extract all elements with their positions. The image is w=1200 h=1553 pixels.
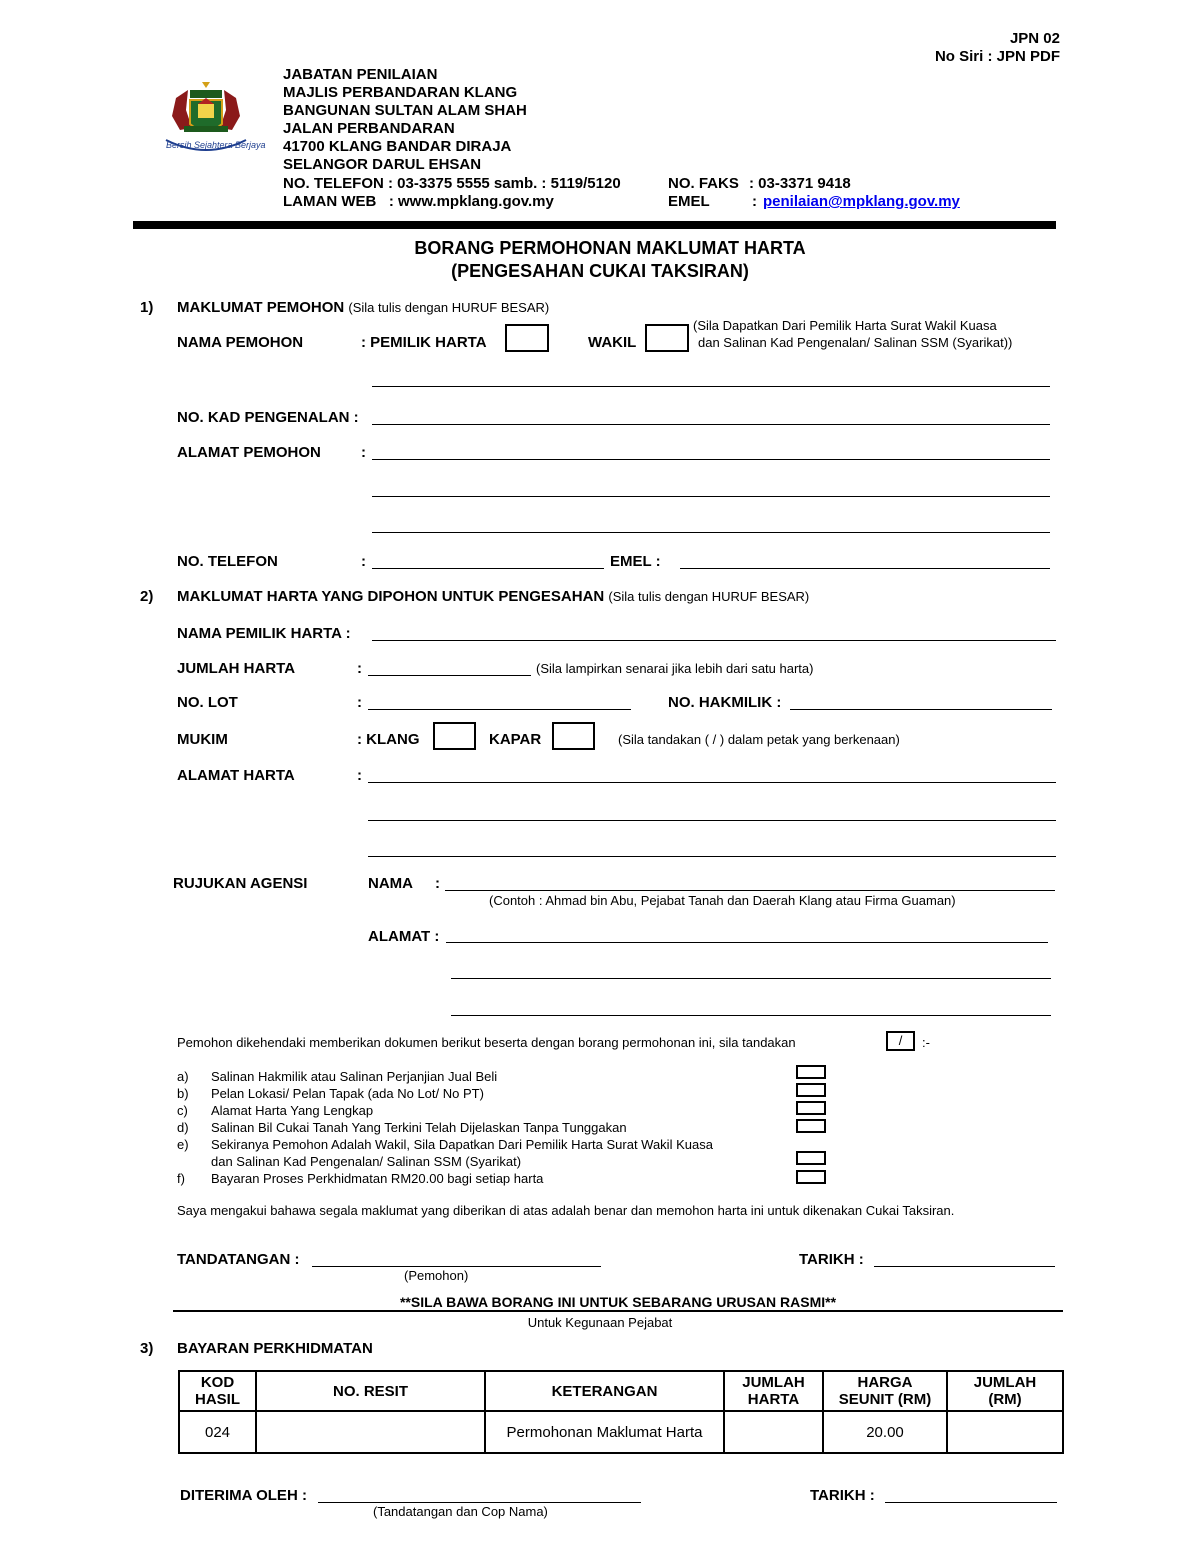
doc-a-checkbox[interactable] xyxy=(796,1065,826,1079)
jumlah-harta-label: JUMLAH HARTA xyxy=(177,660,296,677)
tandatangan-field[interactable] xyxy=(312,1266,601,1267)
pemohon-caption: (Pemohon) xyxy=(404,1268,469,1283)
documents-list xyxy=(177,1068,713,1187)
section1-title: MAKLUMAT PEMOHON xyxy=(177,299,345,316)
email-label: EMEL xyxy=(668,193,710,210)
office-use-caption: Untuk Kegunaan Pejabat xyxy=(527,1315,673,1330)
section2-title: MAKLUMAT HARTA YANG DIPOHON UNTUK PENGESAHAN xyxy=(177,588,605,605)
header-divider xyxy=(133,221,1056,229)
doc-f-checkbox[interactable] xyxy=(796,1170,826,1184)
klang-checkbox[interactable] xyxy=(433,722,476,750)
wakil-label: WAKIL xyxy=(588,334,637,351)
doc-e-checkbox[interactable] xyxy=(796,1151,826,1165)
telefon-field[interactable] xyxy=(372,568,604,569)
tarikh-field[interactable] xyxy=(874,1266,1055,1267)
alamat-pemohon-field-3[interactable] xyxy=(372,532,1050,533)
form-code: JPN 02 xyxy=(1009,30,1060,47)
pemilik-harta-checkbox[interactable] xyxy=(505,324,549,352)
jumlah-note: (Sila lampirkan senarai jika lebih dari satu harta) xyxy=(536,661,814,676)
col-harga-seunit: HARGA SEUNIT (RM) xyxy=(823,1371,947,1411)
section2-note: (Sila tulis dengan HURUF BESAR) xyxy=(608,589,810,604)
alamat-harta-field-1[interactable] xyxy=(368,782,1056,783)
telefon-label: NO. TELEFON xyxy=(177,553,278,570)
phone-number: NO. TELEFON : 03-3375 5555 samb. : 5119/5120 xyxy=(283,175,621,192)
document-item: f) Bayaran Proses Perkhidmatan RM20.00 bagi setiap harta xyxy=(177,1171,544,1186)
diterima-label: DITERIMA OLEH : xyxy=(180,1487,307,1504)
footer-tarikh-field[interactable] xyxy=(885,1502,1057,1503)
document-item: e) Sekiranya Pemohon Adalah Wakil, Sila Dapatkan Dari Pemilik Harta Surat Wakil Kuasa xyxy=(177,1137,713,1152)
form-subtitle: (PENGESAHAN CUKAI TAKSIRAN) xyxy=(451,261,749,281)
contoh-note: (Contoh : Ahmad bin Abu, Pejabat Tanah dan Daerah Klang atau Firma Guaman) xyxy=(489,893,956,908)
diterima-field[interactable] xyxy=(318,1502,641,1503)
agensi-nama-colon: : xyxy=(435,875,440,892)
pemilik-harta-label: : PEMILIK HARTA xyxy=(361,334,487,351)
section2-heading xyxy=(177,588,809,605)
table-row xyxy=(179,1411,1063,1453)
pemilik-field[interactable] xyxy=(372,640,1056,641)
wakil-checkbox[interactable] xyxy=(645,324,689,352)
doc-d-checkbox[interactable] xyxy=(796,1119,826,1133)
tick-sample-box: / xyxy=(886,1031,915,1051)
nama-pemohon-field[interactable] xyxy=(372,386,1050,387)
cell-jumlah-harta[interactable] xyxy=(724,1411,823,1453)
council-address xyxy=(283,66,527,174)
lot-colon: : xyxy=(357,694,362,711)
col-keterangan: KETERANGAN xyxy=(485,1371,724,1411)
document-item: dan Salinan Kad Pengenalan/ Salinan SSM (Syarikat) xyxy=(211,1154,522,1169)
lot-label: NO. LOT xyxy=(177,694,238,711)
declaration: Saya mengakui bahawa segala maklumat yang diberikan di atas adalah benar dan memohon harta ini untuk dikenakan Cukai Taksiran. xyxy=(177,1203,955,1218)
kapar-checkbox[interactable] xyxy=(552,722,595,750)
doc-b-checkbox[interactable] xyxy=(796,1083,826,1097)
rujukan-agensi-label: RUJUKAN AGENSI xyxy=(173,875,308,892)
col-kod-hasil: KOD HASIL xyxy=(179,1371,256,1411)
alamat-colon: : xyxy=(361,444,366,461)
documents-intro-tail: :- xyxy=(922,1035,930,1050)
telefon-colon: : xyxy=(361,553,366,570)
agensi-nama-label: NAMA xyxy=(368,875,413,892)
form-title: BORANG PERMOHONAN MAKLUMAT HARTA xyxy=(414,238,806,258)
mukim-label: MUKIM xyxy=(177,731,228,748)
address-line: SELANGOR DARUL EHSAN xyxy=(283,156,482,173)
address-line: JABATAN PENILAIAN xyxy=(283,66,438,83)
agensi-alamat-field-1[interactable] xyxy=(446,942,1048,943)
email-colon: : xyxy=(752,193,757,210)
doc-c-checkbox[interactable] xyxy=(796,1101,826,1115)
wakil-note-line2: dan Salinan Kad Pengenalan/ Salinan SSM (Syarikat)) xyxy=(698,335,1013,350)
cell-kod-hasil: 024 xyxy=(179,1411,256,1453)
alamat-pemohon-field-1[interactable] xyxy=(372,459,1050,460)
lot-field[interactable] xyxy=(368,709,631,710)
section3-number: 3) xyxy=(140,1340,154,1357)
agensi-alamat-label: ALAMAT : xyxy=(368,928,440,945)
col-no-resit: NO. RESIT xyxy=(256,1371,485,1411)
ic-label: NO. KAD PENGENALAN : xyxy=(177,409,359,426)
jumlah-harta-field[interactable] xyxy=(368,675,531,676)
footer-tarikh-label: TARIKH : xyxy=(810,1487,875,1504)
address-line: BANGUNAN SULTAN ALAM SHAH xyxy=(283,102,527,119)
pemilik-label: NAMA PEMILIK HARTA : xyxy=(177,625,351,642)
cell-keterangan: Permohonan Maklumat Harta xyxy=(485,1411,724,1453)
nama-pemohon-label: NAMA PEMOHON xyxy=(177,334,304,351)
table-header-row xyxy=(179,1371,1063,1411)
alamat-harta-field-3[interactable] xyxy=(368,856,1056,857)
tarikh-label: TARIKH : xyxy=(799,1251,864,1268)
emel-label: EMEL : xyxy=(610,553,661,570)
col-jumlah-rm: JUMLAH (RM) xyxy=(947,1371,1063,1411)
section1-heading xyxy=(177,299,549,316)
klang-label: : KLANG xyxy=(357,731,420,748)
address-line: 41700 KLANG BANDAR DIRAJA xyxy=(283,138,512,155)
document-item: c) Alamat Harta Yang Lengkap xyxy=(177,1103,374,1118)
alamat-pemohon-field-2[interactable] xyxy=(372,496,1050,497)
address-line: MAJLIS PERBANDARAN KLANG xyxy=(283,84,518,101)
tandatangan-cop-caption: (Tandatangan dan Cop Nama) xyxy=(373,1504,548,1519)
agensi-alamat-field-2[interactable] xyxy=(451,978,1051,979)
kapar-label: KAPAR xyxy=(489,731,542,748)
col-jumlah-harta: JUMLAH HARTA xyxy=(724,1371,823,1411)
address-line: JALAN PERBANDARAN xyxy=(283,120,455,137)
cell-no-resit[interactable] xyxy=(256,1411,485,1453)
document-item: d) Salinan Bil Cukai Tanah Yang Terkini Telah Dijelaskan Tanpa Tunggakan xyxy=(177,1120,627,1135)
ic-field[interactable] xyxy=(372,424,1050,425)
alamat-pemohon-label: ALAMAT PEMOHON xyxy=(177,444,321,461)
email-link[interactable]: penilaian@mpklang.gov.my xyxy=(763,193,960,210)
official-notice: **SILA BAWA BORANG INI UNTUK SEBARANG URUSAN RASMI** xyxy=(399,1294,837,1310)
cell-harga-seunit: 20.00 xyxy=(823,1411,947,1453)
cell-jumlah-rm[interactable] xyxy=(947,1411,1063,1453)
mukim-note: (Sila tandakan ( / ) dalam petak yang berkenaan) xyxy=(618,732,900,747)
website: LAMAN WEB : www.mpklang.gov.my xyxy=(283,193,554,210)
fax-value: : 03-3371 9418 xyxy=(749,175,851,192)
alamat-harta-label: ALAMAT HARTA xyxy=(177,767,295,784)
agensi-nama-field[interactable] xyxy=(445,890,1055,891)
hakmilik-field[interactable] xyxy=(790,709,1052,710)
office-divider xyxy=(173,1310,1063,1312)
fax-label: NO. FAKS xyxy=(668,175,739,192)
tandatangan-label: TANDATANGAN : xyxy=(177,1251,300,1268)
hakmilik-label: NO. HAKMILIK : xyxy=(668,694,782,711)
emel-field[interactable] xyxy=(680,568,1050,569)
serial-number: No Siri : JPN PDF xyxy=(934,48,1060,65)
section2-number: 2) xyxy=(140,588,154,605)
document-item: a) Salinan Hakmilik atau Salinan Perjanjian Jual Beli xyxy=(177,1069,498,1084)
logo-motto: Bersih Sejahtera Berjaya xyxy=(166,140,266,150)
wakil-note-line1: (Sila Dapatkan Dari Pemilik Harta Surat Wakil Kuasa xyxy=(693,318,997,333)
agensi-alamat-field-3[interactable] xyxy=(451,1015,1051,1016)
alamat-harta-colon: : xyxy=(357,767,362,784)
section1-note: (Sila tulis dengan HURUF BESAR) xyxy=(348,300,550,315)
jumlah-colon: : xyxy=(357,660,362,677)
alamat-harta-field-2[interactable] xyxy=(368,820,1056,821)
section1-number: 1) xyxy=(140,299,154,316)
documents-intro: Pemohon dikehendaki memberikan dokumen berikut beserta dengan borang permohonan ini, sila tandakan xyxy=(177,1035,796,1050)
document-item: b) Pelan Lokasi/ Pelan Tapak (ada No Lot/ No PT) xyxy=(177,1086,484,1101)
section3-heading: BAYARAN PERKHIDMATAN xyxy=(177,1340,373,1357)
payment-table xyxy=(178,1370,1064,1454)
